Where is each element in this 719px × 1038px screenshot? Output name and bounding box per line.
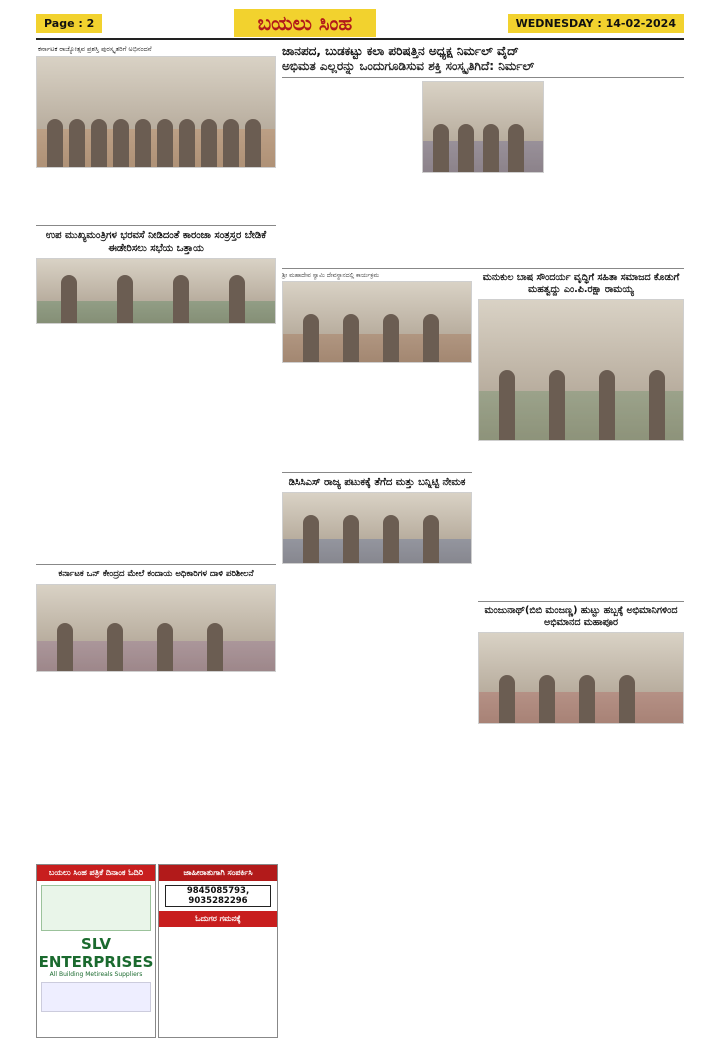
story7-headline: ಮಂಜುನಾಥ್(ಬಿಬಿ ಮಂಜಣ್ಣ) ಹುಟ್ಟು ಹಬ್ಬಕ್ಕೆ ಅಭಿಮಾನಿಗಳಿಂದ ಅಭಿಮಾನದ ಮಹಾಪೂರ <box>484 605 678 628</box>
lead-headline-line1: ಜಾನಪದ, ಬುಡಕಟ್ಟು ಕಲಾ ಪರಿಷತ್ತಿನ ಅಧ್ಯಕ್ಷ ನಿರ್ಮಲ್ ವೈದ್ <box>282 44 519 58</box>
meeting-photo <box>36 258 276 324</box>
lead-story-body <box>282 81 684 265</box>
slv-tagline: All Building Metireals Suppliers <box>49 971 143 978</box>
award-photo <box>36 56 276 168</box>
right-column <box>282 44 684 1016</box>
lead-headline-line2: ಅಭಿಮತ ಎಲ್ಲರನ್ನು ಒಂದುಗೂಡಿಸುವ ಶಕ್ತಿ ಸಂಸ್ಕೃತಿಗಿದೆ: ನಿರ್ಮಲ್ <box>282 59 535 73</box>
story6-text <box>282 567 472 681</box>
contact-title: ಜಾಹೀರಾತುಗಾಗಿ ಸಂಪರ್ಕಿಸಿ <box>159 865 277 881</box>
left-top-strip: ಕರ್ನಾಟಕ ರಾಜ್ಯೋತ್ಸವ ಪ್ರಶಸ್ತಿ ಪುರಸ್ಕೃತರಿಗೆ ಅಭಿನಂದನೆ <box>38 45 152 53</box>
story7-text <box>478 727 684 881</box>
slv-name: SLV ENTERPRISES <box>38 935 154 971</box>
ceremony-photo <box>478 299 684 441</box>
mid-section <box>282 272 684 881</box>
notice-title: ಓದುಗರ ಗಮನಕ್ಕೆ <box>159 911 277 927</box>
birthday-photo <box>478 632 684 724</box>
temple-photo <box>282 281 472 363</box>
left-column <box>36 44 276 1016</box>
story5-headline: ಮನುಕುಲ ಬಾಷ ಸೌಂದರ್ಯ ವೃದ್ಧಿಗೆ ಸಹಿತಾ ಸಮಾಜದ ಕೊಡುಗೆ ಮಹತ್ವದ್ದು ಎಂ.ಪಿ.ರಕ್ಷಾ ರಾಮಯ್ಯ <box>482 272 680 295</box>
contact-ad <box>158 864 278 1038</box>
page-number: Page : 2 <box>36 14 102 33</box>
masthead <box>36 8 684 40</box>
story5-text <box>478 444 684 598</box>
lead-text-col1 <box>282 81 418 265</box>
story4-text <box>282 365 472 469</box>
newspaper-title: ಬಯಲು ಸಿಂಹ <box>234 9 377 37</box>
lead-photo <box>422 81 544 173</box>
inspection-photo <box>36 584 276 672</box>
newspaper-page <box>36 8 684 1016</box>
lead-text-col2 <box>548 81 684 265</box>
subscribe-strip: ಬಯಲು ಸಿಂಹ ಪತ್ರಿಕೆ ದಿನಾಂಕ ಓದಿರಿ <box>37 865 155 881</box>
ad-image <box>41 885 151 931</box>
story4 <box>282 272 472 881</box>
story5 <box>478 272 684 881</box>
story6-headline: ಡಿಸಿಸಿಎಸ್ ರಾಜ್ಯ ಪಟುಕಕ್ಕೆ ತೆಗೆದ ಮತ್ತು ಬನ್ನಿಟ್ಟಿ ನೇಮಕ <box>288 477 466 488</box>
story2-headline: ಉಪ ಮುಖ್ಯಮಂತ್ರಿಗಳ ಭರವಸೆ ನೀಡಿದಂತೆ ಕಾರಂಜಾ ಸಂತ್ರಸ್ತರ ಬೇಡಿಕೆ ಈಡೇರಿಸಲು ಸಭೆಯ ಒತ್ತಾಯ <box>45 230 267 254</box>
ad-images-row <box>41 982 151 1012</box>
notice-text <box>159 927 277 1021</box>
slv-ad <box>36 864 156 1038</box>
story2-text <box>36 327 276 561</box>
story1-text <box>36 170 276 222</box>
story3-text <box>36 675 276 739</box>
appointment-photo <box>282 492 472 564</box>
issue-date: WEDNESDAY : 14-02-2024 <box>508 14 684 33</box>
contact-phone: 9845085793, 9035282296 <box>165 885 271 907</box>
story4-strip: ಶ್ರೀ ಮಹಾದೇವ ಸ್ವಾಮಿ ದೇವಸ್ಥಾನದಲ್ಲಿ ಕಾರ್ಯಕ್ರಮ <box>282 272 380 279</box>
story3-headline: ಕರ್ನಾಟಕ ಒನ್ ಕೇಂದ್ರದ ಮೇಲೆ ಕಂದಾಯ ಅಧಿಕಾರಿಗಳ ದಾಳಿ ಪರಿಶೀಲನೆ <box>58 569 254 579</box>
